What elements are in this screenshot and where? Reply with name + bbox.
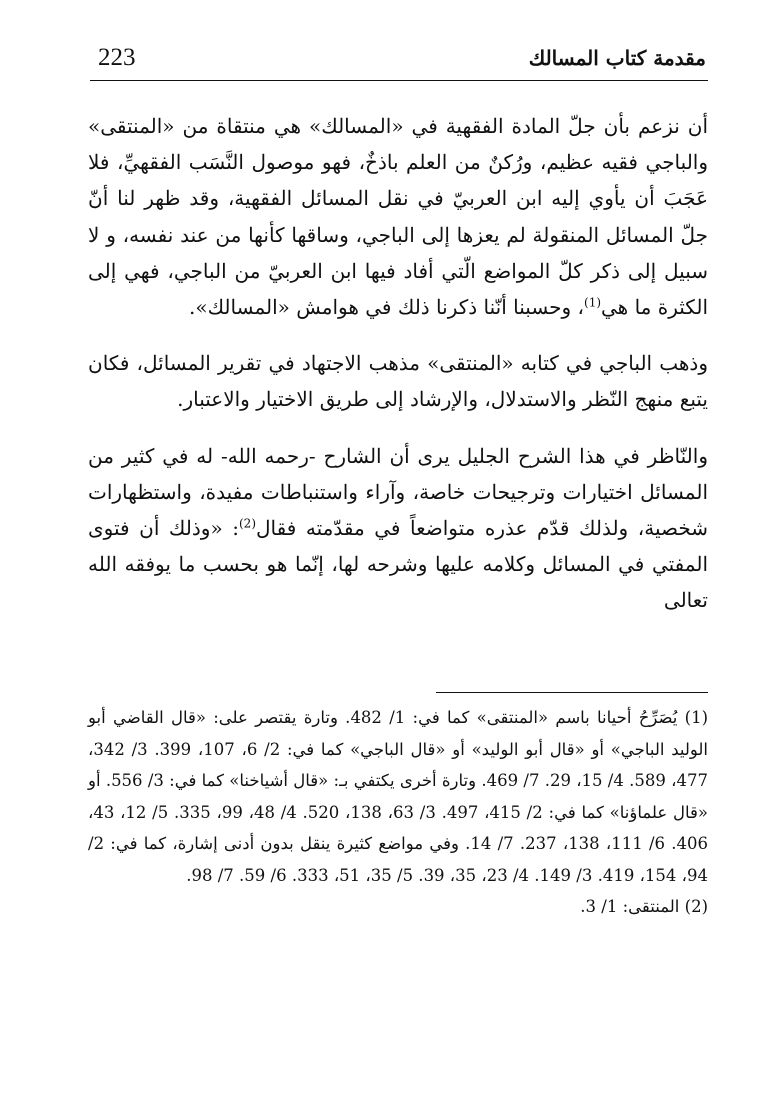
page-header	[90, 38, 708, 81]
footnote-1: (1) يُصَرِّحُ أحيانا باسم «المنتقى» كما في: 1/ 482. وتارة يقتصر على: «قال القاضي أبو الوليد الباجي» أو «قال أبو الوليد» أو «قال الباجي» كما في: 2/ 6، 107، 399. 3/ 342، 477، 589. 4/ 15، 29. 7/ 469. وتارة أخرى يكتفي بـ: «قال أشياخنا» كما في: 3/ 556. أو «قال علماؤنا» كما في: 2/ 415، 497. 3/ 63، 138، 520. 4/ 48، 99، 335. 5/ 12، 43، 406. 6/ 111، 138، 237. 7/ 14. وفي مواضع كثيرة ينقل بدون أدنى إشارة، كما في: 2/ 94، 154، 419. 3/ 149. 4/ 23، 35، 39. 5/ 35، 51، 333. 6/ 59. 7/ 98.	[88, 708, 708, 885]
page-number: 223	[98, 44, 136, 71]
paragraph-1	[88, 108, 708, 325]
main-text	[88, 108, 708, 639]
footnote-separator	[436, 692, 708, 693]
footnotes	[88, 702, 708, 923]
paragraph-text: وذهب الباجي في كتابه «المنتقى» مذهب الاجتهاد في تقرير المسائل، فكان يتبع منهج النّظر والاستدلال، والإرشاد إلى طريق الاختيار والاعتبار.	[88, 351, 708, 412]
paragraph-2	[88, 345, 708, 417]
paragraph-text: والنّاظر في هذا الشرح الجليل يرى أن الشارح -رحمه الله- له في كثير من المسائل اختيارات وترجيحات خاصة، وآراء واستنباطات مفيدة، واستظهارات شخصية، ولذلك قدّم عذره متواضعاً في مقدّمته فقال	[88, 443, 708, 541]
paragraph-text: أن نزعم بأن جلّ المادة الفقهية في «المسالك» هي منتقاة من «المنتقى» والباجي فقيه عظيم، ورُكنٌ من العلم باذخٌ، فهو موصول النَّسَب الفقهيِّ، فلا عَجَبَ أن يأوي إليه ابن العربيّ في نقل المسائل الفقهية، وقد ظهر لنا أنّ جلّ المسائل المنقولة لم يعزها إلى الباجي، وساقها كأنها من عند نفسه، و لا سبيل إلى ذكر كلّ المواضع الّتي أفاد فيها ابن العربيّ من الباجي، فهي إلى الكثرة ما هي	[88, 114, 708, 320]
footnote-2: (2) المنتقى: 1/ 3.	[580, 897, 708, 916]
paragraph-3	[88, 438, 708, 619]
running-title: مقدمة كتاب المسالك	[528, 46, 706, 70]
paragraph-text-continued: : «وذلك أن فتوى المفتي في المسائل وكلامه عليها وشرحه لها، إنّما هو بحسب ما يوفقه الله تعالى	[88, 516, 708, 613]
paragraph-text-continued: ، وحسبنا أنّنا ذكرنا ذلك في هوامش «المسالك».	[188, 295, 584, 320]
footnote-ref-1: (1)	[584, 295, 602, 310]
footnote-ref-2: (2)	[238, 516, 256, 531]
